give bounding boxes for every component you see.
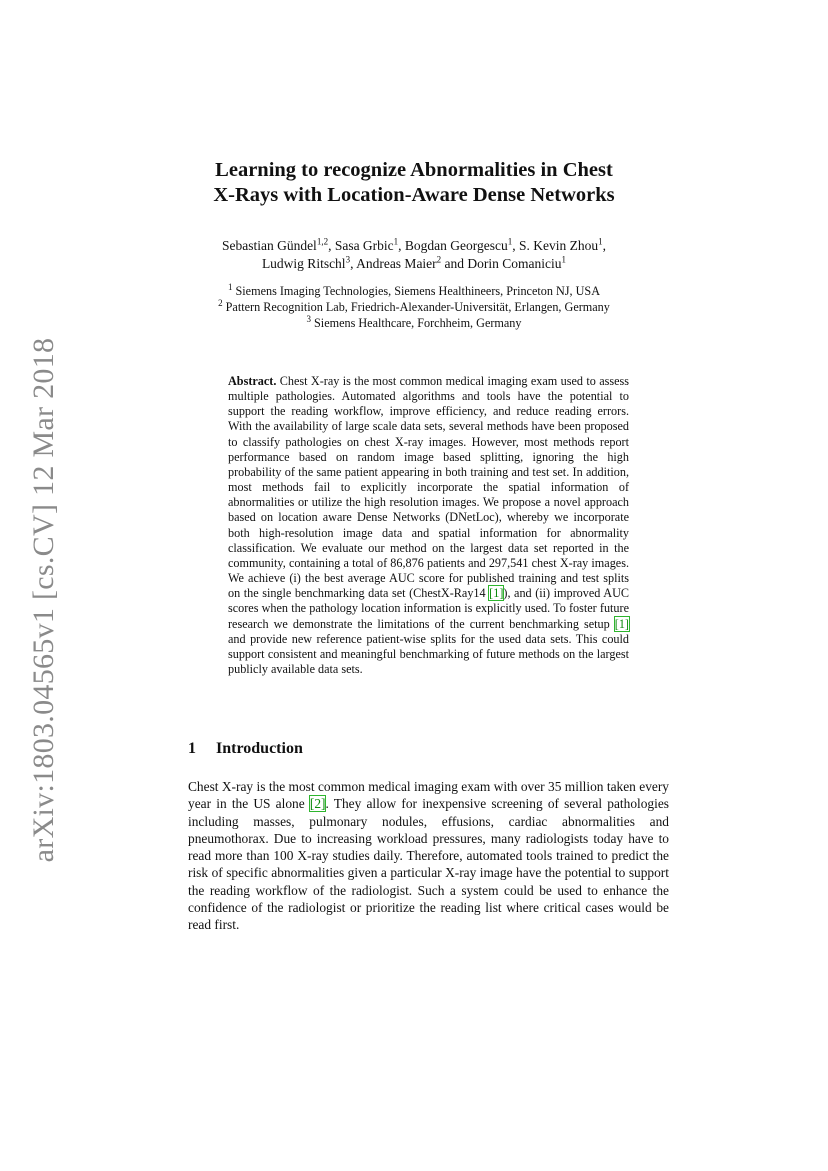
arxiv-identifier: arXiv:1803.04565v1 [cs.CV] 12 Mar 2018 bbox=[27, 337, 60, 863]
abstract bbox=[228, 374, 629, 677]
author-separator: and bbox=[441, 256, 468, 271]
author-list bbox=[150, 237, 678, 273]
affiliation-number: 1 bbox=[227, 281, 233, 292]
author-separator: , bbox=[602, 238, 607, 253]
author-name: S. Kevin Zhou bbox=[519, 238, 599, 253]
abstract-text: and provide new reference patient-wise splits for the used data sets. This could support consistent and meaningful benchmarking of future methods on the largest publicly available data sets. bbox=[228, 631, 629, 676]
paragraph-text: . They allow for inexpensive screening of several pathologies including masses, pulmonary nodules, effusions, cardiac abnormalities and pneumothorax. Due to increasing workload pressures, many radiologists today have to read more than 100 X-ray studies daily. Therefore, automated tools trained to predict the risk of specific abnormalities given a particular X-ray image have the potential to support the reading workflow of the radiologist. Such a system could be used to enhance the confidence of the radiologist or prioritize the reading list where critical cases would be read first. bbox=[188, 796, 670, 933]
author-name: Sasa Grbic bbox=[334, 238, 394, 253]
author-affiliation-mark: 3 bbox=[345, 254, 351, 265]
abstract-text: Chest X-ray is the most common medical imaging exam used to assess multiple pathologies. Automated algorithms and tools have the potential to support the reading workflow, improve efficiency, and reduce reading errors. With the availability of large scale data sets, several methods have been proposed to classify pathologies on chest X-ray images. However, most methods report performance based on random image based splitting, ignoring the high probability of the same patient appearing in both training and test set. In addition, most methods fail to explicitly incorporate the spatial information of abnormalities or utilize the high resolution images. We propose a novel approach based on location aware Dense Networks (DNetLoc), whereby we incorporate both high-resolution image data and spatial information for abnormality classification. We evaluate our method on the largest data set reported in the community, containing a total of 86,876 patients and 297,541 chest X-ray images. We achieve (i) the best average AUC score for published training and test splits on the single benchmarking data set (ChestX-Ray14 bbox=[228, 374, 630, 601]
affiliation-text: Siemens Healthcare, Forchheim, Germany bbox=[314, 315, 522, 330]
author-affiliation-mark: 1 bbox=[507, 236, 513, 247]
abstract-label: Abstract. bbox=[228, 374, 277, 388]
author-affiliation-mark: 1,2 bbox=[316, 236, 329, 247]
author-name: Bogdan Georgescu bbox=[404, 238, 508, 253]
title-line-2: X-Rays with Location-Aware Dense Networks bbox=[213, 184, 615, 206]
affiliation-list bbox=[150, 281, 678, 331]
citation-link[interactable]: [1] bbox=[489, 586, 504, 601]
paragraph-text: Chest X-ray is the most common medical imaging exam with over 35 million taken every year in the US alone bbox=[188, 779, 669, 812]
affiliation bbox=[150, 281, 678, 300]
affiliation bbox=[150, 313, 678, 332]
author-affiliation-mark: 2 bbox=[436, 254, 442, 265]
author-affiliation-mark: 1 bbox=[561, 254, 567, 265]
author-name: Ludwig Ritschl bbox=[261, 256, 346, 271]
citation-link[interactable]: [2] bbox=[309, 796, 326, 812]
section-title: Introduction bbox=[216, 740, 303, 757]
author-affiliation-mark: 1 bbox=[393, 236, 399, 247]
introduction-paragraph bbox=[188, 778, 669, 934]
citation-link[interactable]: [1] bbox=[614, 616, 629, 631]
affiliation-number: 2 bbox=[218, 297, 223, 308]
author-name: Sebastian Gündel bbox=[221, 238, 317, 253]
paper-title bbox=[150, 158, 678, 208]
affiliation bbox=[150, 297, 678, 316]
affiliation-text: Pattern Recognition Lab, Friedrich-Alexander-Universität, Erlangen, Germany bbox=[225, 299, 610, 314]
author-affiliation-mark: 1 bbox=[598, 236, 603, 247]
author-line-2 bbox=[150, 255, 678, 273]
author-name: Andreas Maier bbox=[356, 256, 437, 271]
title-line-1: Learning to recognize Abnormalities in Chest bbox=[215, 159, 613, 181]
author-separator: , bbox=[398, 238, 405, 253]
author-separator: , bbox=[512, 238, 520, 253]
section-number: 1 bbox=[188, 740, 196, 757]
affiliation-number: 3 bbox=[306, 313, 311, 324]
abstract-text: ), and (ii) improved AUC scores when the pathology location information is explicitly used. To foster future research we demonstrate the limitations of the current benchmarking setup bbox=[228, 586, 629, 631]
author-separator: , bbox=[328, 238, 335, 253]
author-separator: , bbox=[350, 256, 357, 271]
section-heading bbox=[188, 740, 303, 758]
author-line-1 bbox=[150, 237, 678, 255]
affiliation-text: Siemens Imaging Technologies, Siemens Healthineers, Princeton NJ, USA bbox=[235, 284, 601, 298]
author-name: Dorin Comaniciu bbox=[467, 256, 562, 271]
